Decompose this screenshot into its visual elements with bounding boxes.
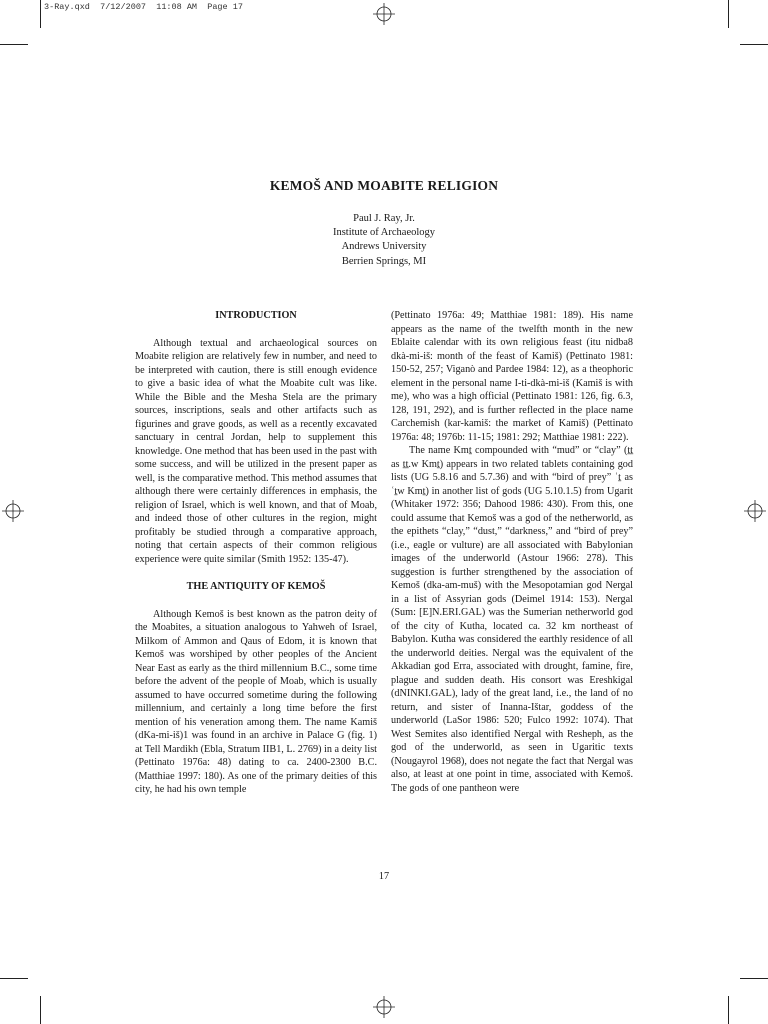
crop-mark [40,0,41,28]
page-number: 17 [378,871,390,882]
author-name: Paul J. Ray, Jr. [353,213,415,224]
registration-mark-right [744,500,766,522]
crop-mark [0,978,28,979]
right-column [391,309,633,795]
paragraph: The name Kmṯ compounded with “mud” or “clay” (ṯṯ as ṯṯ.w Kmṯ) appears in two related tablets containing god lists (UG 5.8.16 and 5.7.36) and with “bird of prey” ʿṯ as ʿṯw Kmṯ) in another list of gods (UG 5.10.1.5) from Ugarit (Whitaker 1972: 356; Dahood 1986: 430). From this, one could assume that Kemoš was a god of the netherworld, as the epithets “clay,” “dust,” “darkness,” and “bird of prey” (i.e., eagle or vulture) are all associated with Babylonian images of the underworld (Astour 1966: 278). This suggestion is further strengthened by the association of Kemoš (dka-am-muš) with the Mesopotamian god Nergal in a list of Assyrian gods (Deimel 1914: 153). Nergal (Sum: [E]N.ERI.GAL) was the Sumerian netherworld god of the city of Kutha, located ca. 32 km northeast of Babylon. Kutha was considered the earthly residence of all the underworld deities. Nergal was the equivalent of the Akkadian god Erra, associated with drought, famine, fire, plague and sudden death. His consort was Ereshkigal (dNINKI.GAL), lady of the great land, i.e., the land of no return, and sister of Inanna-Ištar, goddess of the underworld (LaSor 1986: 520; Fulco 1992: 1074). That West Semites also identified Nergal with Resheph, as the god of the underworld, as seen in Ugaritic texts (Nougayrol 1968), does not negate the fact that Nergal was also, at least at one point in time, associated with Kemoš. The gods of one pantheon were [391,445,633,794]
section-heading-introduction: INTRODUCTION [215,310,297,321]
author-block [0,212,768,269]
crop-mark [40,996,41,1024]
registration-mark-bottom [373,996,395,1018]
crop-mark [0,44,28,45]
author-university: Andrews University [341,241,427,253]
paragraph: Although Kemoš is best known as the patron deity of the Moabites, a situation analogous to Yahweh of Israel, Milkom of Ammon and Qaus of Edom, it is known that Kemoš was worshiped by other peoples of the Ancient Near East as early as the third millennium B.C., some time before the advent of the people of Moab, which is usually assumed to have occurred sometime during the following millennium, and certainly a long time before the first mention of his veneration among them. The name Kamiš (dKa-mi-iš)1 was found in an archive in Palace G (fig. 1) at Tell Mardikh (Ebla, Stratum IIB1, L. 2769) in a deity list (Pettinato 1976a: 48) dating to ca. 2400-2300 B.C. (Matthiae 1997: 180). As one of the primary deities of this city, he had his own temple [135,608,377,795]
crop-mark [740,44,768,45]
left-column [135,309,377,797]
article-title: KEMOŠ AND MOABITE RELIGION [269,178,499,193]
author-location: Berrien Springs, MI [341,255,427,267]
registration-mark-top [373,3,395,25]
file-slug: 3-Ray.qxd 7/12/2007 11:08 AM Page 17 [44,2,243,12]
paragraph: (Pettinato 1976a: 49; Matthiae 1981: 189). His name appears as the name of the twelfth month in the new Eblaite calendar with its own religious feast (itu nidba8 dkà-mi-iš: month of the feast of Kamiš) (Pettinato 1981: 150-52, 257; Viganò and Pardee 1984: 12), as a theophoric element in the personal name I-ti-dkà-mi-iš (Kamiš is with me), who was a high official (Pettinato 1981: 126, fig. 6.3, 128, 191, 292), and is further reflected in the place name Carchemish (kar-kamiš: the market of Kamiš) (Pettinato 1976a: 48; 1976b: 11-15; 1981: 292; Matthiae 1981: 222). [391,310,633,443]
section-heading-antiquity: THE ANTIQUITY OF KEMOŠ [186,581,326,592]
paragraph: Although textual and archaeological sources on Moabite religion are relatively few in number, and need to be interpreted with caution, there is still enough evidence to give a basic idea of what the Moabite cult was like. While the Bible and the Mesha Stela are the primary sources, inscriptions, seals and other artifacts such as figurines and grave goods, as well as a recently excavated sanctuary in central Jordan, help to supplement this knowledge. One method that has been used in the past with some success, and will be utilized in the present paper as well, is the comparative method. This method assumes that although there were certainly differences in emphasis, the religion of Israel, which is well known, and that of Moab, and indeed those of other cultures in the region, might profitably be studied through a comparative approach, noting that certain aspects of their common religious experience were quite similar (Smith 1952: 135-47). [135,337,377,565]
registration-mark-left [2,500,24,522]
crop-mark [728,0,729,28]
author-institute: Institute of Archaeology [332,227,436,239]
crop-mark [740,978,768,979]
crop-mark [728,996,729,1024]
